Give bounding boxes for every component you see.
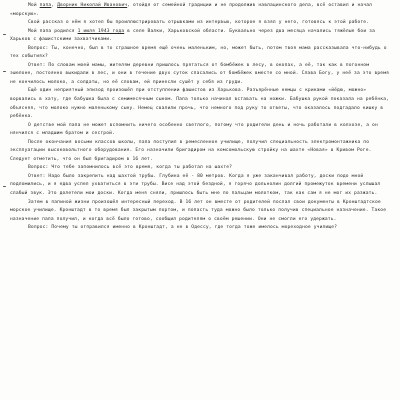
paragraph: [10, 199, 392, 225]
paragraph: [10, 87, 392, 121]
paragraph: [10, 164, 392, 173]
underlined-text: Дворник Николай Иванович: [57, 3, 128, 8]
text-segment: Ответ: Надо было закрепить над шахтой трубы. Глубина её - 80 метров. Когда я уже заканчивал работу, доски подо мной подломились, и я едва успел ухватиться в эти трубы. Висе над этой бездной, я горячо дольнолин долгий промежуток времени услышал слабый звук. Это долетели мои доски. Когда меня сняли, пришлось быть мне по пальцам молотком, так как сам я не мог их разжать.: [10, 173, 381, 197]
text-segment: ,: [51, 3, 58, 8]
margin-pen-mark: [3, 186, 6, 187]
underlined-text: папа: [39, 3, 52, 8]
paragraph: [10, 139, 392, 165]
paragraph: [10, 122, 392, 139]
text-segment: О детстве мой папа не может вспомнить ничего особенно светлого, потому что родители день и ночь работали в колхозе, а он нянчился с младшим братом и сестрой.: [10, 122, 378, 137]
margin-pen-mark: [3, 71, 6, 72]
text-segment: Вопрос: Почему ты отправился именно в Кронштадт, а не в Одессу, где тогда тоже имелось мореходное училище?: [28, 225, 338, 231]
text-segment: Мой папа родился: [28, 28, 78, 34]
margin-pen-mark: [3, 34, 6, 35]
text-segment: После окончания восьми классов школы, папа поступил в ремесленное училище, получил специальность электромонтажника по эксплуатации высоковольтного оборудования. Его назначили бригадиром на комсомольскую стройку на шахте «Новая» в Кривом Роге. Следует отметить, что он был бригадиром в 16 лет.: [10, 139, 372, 162]
text-segment: , отойдя от семейной традиции и не продолжив навлацинского дела, всё оставил и начал «морскую».: [10, 3, 373, 17]
paragraph: [10, 19, 392, 28]
paragraph: [10, 173, 392, 199]
underlined-text: 1 июля 1943 года: [77, 28, 125, 34]
text-segment: Вопрос: Что тебе запомнилось всё это время, когда ты работал на шахте?: [28, 165, 233, 171]
paragraph: [10, 28, 392, 45]
paragraph: [10, 62, 392, 88]
paragraph: [10, 224, 392, 233]
text-segment: Ещё один неприятный эпизод произошёл при отступлении фашистов из Харькова. Разъярённые немцы с криками «йёдю, можно» ворвались в хату, где бабушка была с семимесячным сыном. Папа только начинал вставать на ножки. Бабушка рукой показала на ребёнка, объясняя, что молоко нужно маленькому сыну. Немец свалили прочь, что немного под руку то ответы, что оказалось подгадало кишку в ребёнка.: [10, 88, 390, 120]
text-segment: Вопрос: Ты, конечно, был в то страшное время ещё очень маленьким, но, может быть, потом твоя мама рассказывала что-нибудь о тех событиях?: [10, 45, 387, 60]
text-segment: Мой: [28, 3, 40, 8]
paragraph: [10, 2, 392, 19]
text-segment: Затем в папиной жизни произошёл интересный переход. В 16 лет он вместе от родителей послал свои документы в Кронштадтское морское училище. Кронштадт в то время был закрытым портом, и попасть туда можно было только получив специальное назначение. Такое назначение папа получил, и когда всё было готово, сообщил родителям о своём решении. Они не смогли его удержать.: [10, 199, 387, 222]
text-segment: в селе Валки, Харьковской области. Буквально через два месяца начались тяжёлые бои за Харьков с фашистскими захватчиками.: [10, 28, 375, 43]
text-segment: Ответ: По словам моей мамы, жителям деревни пришлось прятаться от бомбёжек в лесу, в окопах, а её, так как в погонном эшелоне, постоянно выкидали в лес, и они в течение двух суток спасались от бомбёжек вместе со мной. Слава Богу, у неё за это время не кончилось молоко, а солдаты, но её словам, ей принесли сушёт у себя из груди.: [10, 62, 390, 85]
paragraph: [10, 45, 392, 62]
text-segment: Свой рассказ о нём я хотел бы проиллюстрировать отрывками из интервью, которое я взял у него, готовясь к этой работе.: [28, 20, 370, 26]
